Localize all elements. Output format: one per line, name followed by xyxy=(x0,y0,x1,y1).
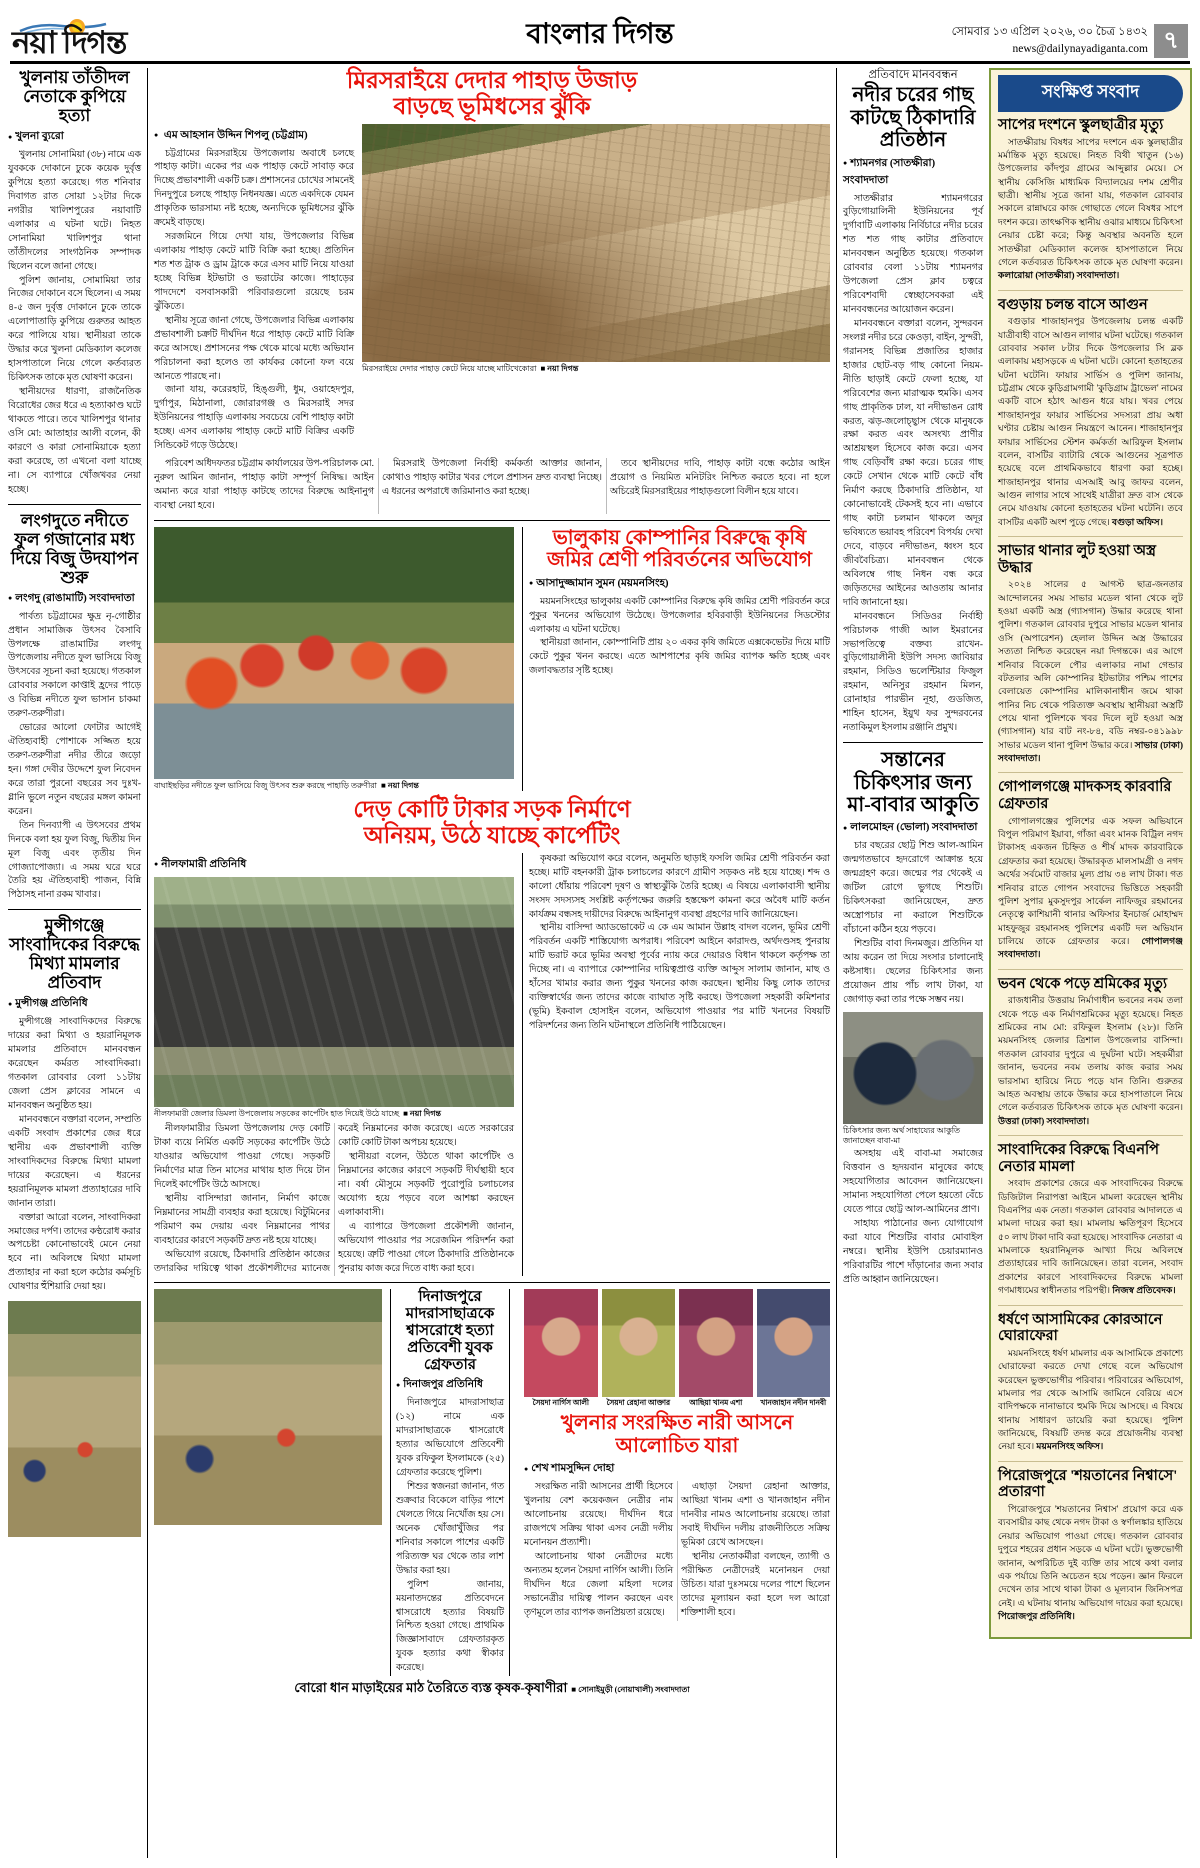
lead-text-left xyxy=(154,124,354,455)
divider xyxy=(154,1282,830,1283)
portrait-photo xyxy=(679,1289,753,1397)
article-kicker: প্রতিবাদে মানববন্ধন xyxy=(868,69,958,81)
article-paragraph: তিন দিনব্যাপী এ উৎসবের প্রথম দিনকে বলা হয় ফুল বিজু, দ্বিতীয় দিন মূল বিজু এবং তৃতীয় দিন গোজ্যাপোজ্যা। এ সময় ঘরে ঘরে তৈরি হয় ঐতিহ্যবাহী পাজন, বিন্নি পিঠাসহ নানা রকম খাবার। xyxy=(8,820,141,901)
left-column xyxy=(8,68,148,1858)
article-paragraph: অসহায় এই বাবা-মা সমাজের বিত্তবান ও হৃদয়বান মানুষের কাছে সহযোগিতার আবেদন জানিয়েছেন। সামান্য সহযোগিতা পেলে হয়তো বেঁচে যেতে পারে ছোট্ট আল-আমিনের প্রাণ। xyxy=(843,1149,983,1216)
divider xyxy=(998,290,1183,291)
article-byline: ● নীলফামারী প্রতিনিধি xyxy=(154,857,514,874)
portrait-name: খানজাহান নদীন দানবী xyxy=(760,1398,827,1408)
road-text-a xyxy=(154,1123,514,1276)
masthead-rule xyxy=(10,61,1190,64)
article-paragraph: নীলফামারীর ডিমলা উপজেলায় দেড় কোটি টাকা ব্যয়ে নির্মিত একটি সড়কের কার্পেটিং উঠে যাওয়ার অভিযোগ পাওয়া গেছে। সড়কটি নির্মাণের মাত্র তিন মাসের মাথায় হাত দিয়ে টান দিলেই কার্পেটিং উঠে আসছে। xyxy=(154,1124,330,1190)
photo-caption: মিরসরাইয়ে দেদার পাহাড় কেটে নিয়ে যাচ্ছে মাটিখেকোরা ■ নয়া দিগন্ত xyxy=(362,363,579,373)
portrait-photo xyxy=(757,1289,831,1397)
article-khulna-women xyxy=(518,1289,830,1676)
brief-news-item xyxy=(998,543,1183,765)
lead-byline: ● এম আহসান উদ্দিন শিপলু (চট্টগ্রাম) xyxy=(154,128,354,145)
brief-body: রাজধানীর উত্তরায় নির্মাণাধীন ভবনের নবম তলা থেকে পড়ে এক নির্মাণশ্রমিকের মৃত্যু হয়েছে। নিহত শ্রমিকের নাম মো: রফিকুল ইসলাম (২৮)। তিনি ময়মনসিংহ জেলার ত্রিশাল উপজেলার বাসিন্দা। গতকাল রোববার দুপুরে এ দুর্ঘটনা ঘটে। সহকর্মীরা জানান, ভবনের নবম তলায় কাজ করার সময় ভারসাম্য হারিয়ে নিচে পড়ে যান তিনি। গুরুতর আহত অবস্থায় তাকে উদ্ধার করে হাসপাতালে নিয়ে গেলে কর্তব্যরত চিকিৎসক তাকে মৃত ঘোষণা করেন। উত্তরা (ঢাকা) সংবাদদাতা। xyxy=(998,995,1183,1126)
portrait-photo xyxy=(524,1289,598,1397)
article-paragraph: কৃষকরা অভিযোগ করে বলেন, অনুমতি ছাড়াই ফসলি জমির শ্রেণী পরিবর্তন করা হচ্ছে। মাটি বহনকারী ট্রাক চলাচলের কারণে গ্রামীণ সড়কও নষ্ট হয়ে যাচ্ছে। শব্দ ও কালো ধোঁয়ায় পরিবেশ দূষণ ও স্বাস্থ্যঝুঁকি তৈরি হচ্ছে। এ বিষয়ে এলাকাবাসী স্থানীয় সংসদ সদস্যসহ সংশ্লিষ্ট কর্তৃপক্ষের জরুরি হস্তক্ষেপ কামনা করে অবৈধ মাটি কর্তন কার্যক্রম বন্ধসহ দায়ীদের বিরুদ্ধে আইনানুগ ব্যবস্থা গ্রহণের দাবি জানিয়েছেন। xyxy=(529,853,830,920)
article-headline: নদীর চরের গাছ কাটছে ঠিকাদারি প্রতিষ্ঠান xyxy=(850,84,976,152)
article-child-treatment xyxy=(843,749,983,1288)
brief-news-item xyxy=(998,1142,1183,1298)
article-paragraph: পুলিশ জানায়, সোমামিয়া তার নিজের দোকানে বসে ছিলেন। এ সময় ৪-৫ জন দুর্বৃত্ত দোকানে ঢুকে তাকে এলোপাতাড়ি কুপিয়ে গুরুতর আহত করে পালিয়ে যায়। স্থানীয়রা তাকে উদ্ধার করে খুলনা মেডিক্যাল কলেজ হাসপাতালে নিয়ে গেলে কর্তব্যরত চিকিৎসক তাকে মৃত ঘোষণা করেন। xyxy=(8,275,141,384)
photo-caption: বাঘাইছড়ির নদীতে ফুল ভাসিয়ে বিজু উৎসব শুরু করছে পাহাড়ি তরুণীরা ■ নয়া দিগন্ত xyxy=(154,780,419,790)
brief-news-item xyxy=(998,117,1183,283)
article-headline-line2: আলোচিত যারা xyxy=(615,1434,739,1457)
article-paragraph: স্থানীয়রা জানান, কোম্পানিটি প্রায় ২০ একর কৃষি জমিতে এক্সকেভেটর দিয়ে মাটি কেটে পুকুর খনন করছে। এতে আশপাশের কৃষি জমির ব্যাপক ক্ষতি হচ্ছে এবং জলাবদ্ধতার সৃষ্টি হচ্ছে। xyxy=(529,638,830,677)
brief-headline: গোপালগঞ্জে মাদকসহ কারবারি গ্রেফতার xyxy=(998,779,1172,813)
photo-boro-threshing xyxy=(154,1289,382,1525)
page-title: বাংলার দিগন্ত xyxy=(526,19,674,50)
brief-body: গোপালগঞ্জের পুলিশের এক সফল অভিযানে বিপুল পরিমাণ ইয়াবা, গাঁজা এবং মানক বিট্রিল নগদ টাকাসহ একজন চিহ্নিত ও শীর্ষ মাদক কারবারিকে গ্রেফতার করা হয়েছে। উদ্ধারকৃত মালসামগ্রী ও নগদ অর্থের সর্বমোট বাজার মূল্য প্রায় ৩৪ লাখ টাকা। গত শনিবার রাতে গোপন সংবাদের ভিত্তিতে সহকারী পুলিশ সুপার মুকসুদপুর সার্কেল নাফিজুর রহমানের নেতৃত্বে কাশিয়ানী থানার অফিসার ইনচার্জ মোহাম্মদ মাহফুজুর রহমানসহ পুলিশের একটি দল অভিযান চালিয়ে তাকে গ্রেফতার করে। গোপালগঞ্জ সংবাদদাতা। xyxy=(998,815,1183,960)
divider xyxy=(998,1135,1183,1136)
article-paragraph: আলোচনায় থাকা নেত্রীদের মধ্যে অন্যতম হলেন সৈয়দা নার্গিস আলী। তিনি দীর্ঘদিন ধরে জেলা মহিলা দলের সভানেত্রীর দায়িত্ব পালন করছেন এবং তৃণমূলে তার ব্যাপক জনপ্রিয়তা রয়েছে। xyxy=(524,1551,673,1618)
article-paragraph: পার্বত্য চট্টগ্রামের ক্ষুদ্র নৃ-গোষ্ঠীর প্রধান সামাজিক উৎসব বৈসাবি উপলক্ষে রাঙামাটির লংগদু উপজেলায় নদীতে ফুল ভাসিয়ে বিজু উৎসবের সূচনা করা হয়েছে। গতকাল রোববার সকালে কাপ্তাই হ্রদের পাড়ে ও বিভিন্ন নদীতে ফুল ভাসান চাকমা তরুণ-তরুণীরা। xyxy=(8,611,141,720)
article-paragraph: ভোরের আলো ফোটার আগেই ঐতিহ্যবাহী পোশাকে সজ্জিত হয়ে তরুণ-তরুণীরা নদীর তীরে জড়ো হন। গঙ্গা দেবীর উদ্দেশে ফুল নিবেদন করে তারা পুরনো বছরের সব দুঃখ-গ্লানি ভুলে নতুন বছরের মঙ্গল কামনা করেন। xyxy=(8,723,141,817)
photo-biju-block xyxy=(154,527,514,791)
brief-body: পিরোজপুরে 'শয়তানের নিশ্বাস' প্রয়োগ করে এক ব্যবসায়ীর কাছ থেকে নগদ টাকা ও স্বর্ণালঙ্কার হাতিয়ে নেয়ার অভিযোগ পাওয়া গেছে। গতকাল রোববার দুপুরে শহরের প্রধান সড়কে এ ঘটনা ঘটে। ভুক্তভোগী জানান, অপরিচিত দুই ব্যক্তি তার সাথে কথা বলার এক পর্যায়ে তিনি অচেতন হয়ে পড়েন। জ্ঞান ফিরলে দেখেন তার সাথে থাকা টাকা ও মূল্যবান জিনিসপত্র নেই। এ ঘটনায় থানায় অভিযোগ দায়ের করা হয়েছে। পিরোজপুর প্রতিনিধি। xyxy=(998,1504,1183,1621)
article-paragraph: এছাড়া সৈয়দা রেহানা আক্তার, আছিয়া খানম এশা ও খানজাহান নদীন দানবীর নামও আলোচনায় রয়েছে। তারা সবাই দীর্ঘদিন দলীয় রাজনীতিতে সক্রিয় ভূমিকা রেখে আসছেন। xyxy=(681,1482,830,1548)
lead-paragraph: মিরসরাই উপজেলা নির্বাহী কর্মকর্তা আক্তার জানান, কোথাও পাহাড় কাটার খবর পেলে প্রশাসন দ্রুত ব্যবস্থা নিচ্ছে। এ ধরনের অপরাধে জরিমানাও করা হচ্ছে। xyxy=(382,459,602,497)
article-paragraph: মানববন্ধনে বক্তারা বলেন, সুন্দরবন সংলগ্ন নদীর চরে কেওড়া, বাইন, সুন্দরী, গরানসহ বিভিন্ন প্রজাতির হাজার হাজার ছোট-বড় গাছ কোনো নিয়ম-নীতি ছাড়াই কেটে ফেলা হচ্ছে, যা পরিবেশের জন্য মারাত্মক হুমকি। এসব গাছ প্রাকৃতিক ঢাল, যা নদীভাঙন রোধ করত, ঝড়-জলোচ্ছ্বাস থেকে মানুষকে রক্ষা করত এবং অসংখ্য প্রাণীর আশ্রয়স্থল হিসেবে কাজ করে। এসব গাছ বেড়িবাঁধ রক্ষা করে। চরের গাছ কেটে সেখান থেকে মাটি কেটে বাঁধ নির্মাণ করছে ঠিকাদারি প্রতিষ্ঠান, যা কোনোভাবেই টেকসই হবে না। এভাবে গাছ কাটা চলমান থাকলে অদূর ভবিষ্যতে ভয়াবহ পরিবেশ বিপর্যয় দেখা দেবে, বাড়বে নদীভাঙন, ধ্বংস হবে জীববৈচিত্র্য। মানববন্ধন থেকে অবিলম্বে গাছ নিধন বন্ধ করে জড়িতদের আইনের আওতায় আনার দাবি জানানো হয়। xyxy=(843,318,983,608)
article-munshiganj-case xyxy=(8,916,141,1295)
portrait-name: সৈয়দা নার্গিস আলী xyxy=(532,1398,590,1408)
divider xyxy=(998,536,1183,537)
brief-headline: সাংবাদিকের বিরুদ্ধে বিএনপি নেতার মামলা xyxy=(998,1141,1159,1175)
article-byline: ● দিনাজপুর প্রতিনিধি xyxy=(396,1377,504,1394)
date-line: সোমবার ১৩ এপ্রিল ২০২৬, ৩০ চৈত্র ১৪৩২ xyxy=(951,25,1148,38)
road-photo-block xyxy=(154,853,514,1277)
article-byline: ● খুলনা ব্যুরো xyxy=(8,129,141,146)
article-byline: ● লালমোহন (ভোলা) সংবাদদাতা xyxy=(843,820,983,837)
article-river-trees xyxy=(843,68,983,736)
article-paragraph: দিনাজপুরে মাদরাসাছাত্র (১২) নামে এক মাদরাসাছাত্রকে শ্বাসরোধে হত্যার অভিযোগে প্রতিবেশী যুবক রফিকুল ইসলামকে (২৫) গ্রেফতার করেছে পুলিশ। xyxy=(396,1398,504,1479)
divider xyxy=(998,1461,1183,1462)
brief-headline: বগুড়ায় চলন্ত বাসে আগুন xyxy=(998,296,1148,313)
article-paragraph: স্থানীয়রা বলেন, উঠতে থাকা কার্পেটিং ও নিম্নমানের কাজের কারণে সড়কটি দীর্ঘস্থায়ী হবে না। বর্ষা মৌসুমে সড়কটি পুরোপুরি চলাচলের অযোগ্য হয়ে পড়বে বলে আশঙ্কা করছেন এলাকাবাসী। xyxy=(338,1152,514,1218)
lead-paragraph: পরিবেশ অধিদফতর চট্টগ্রাম কার্যালয়ের উপ-পরিচালক মো. নুরুল আমিন জানান, পাহাড় কাটা সম্পূর্ণ নিষিদ্ধ। আইন অমান্য করে যারা পাহাড় কাটছে তাদের বিরুদ্ধে আইনানুগ ব্যবস্থা নেয়া হবে। xyxy=(154,459,374,511)
lead-paragraph: সরজমিনে গিয়ে দেখা যায়, উপজেলার বিভিন্ন এলাকায় পাহাড় কেটে মাটি বিক্রি করা হচ্ছে। প্রতিদিন শত শত ট্রাক ও ড্রাম ট্রাকে করে এসব মাটি নিয়ে যাওয়া হচ্ছে বিভিন্ন ইটভাটা ও ভরাটের কাজে। পাহাড়ের পাদদেশে বসবাসকারী পরিবারগুলো রয়েছে চরম ঝুঁকিতে। xyxy=(154,232,354,312)
article-paragraph: বক্তারা আরো বলেন, সাংবাদিকরা সমাজের দর্পণ। তাদের কণ্ঠরোধ করার অপচেষ্টা কোনোভাবেই মেনে নেয়া হবে না। অবিলম্বে মিথ্যা মামলা প্রত্যাহার না করা হলে কঠোর কর্মসূচি ঘোষণার হুঁশিয়ারি দেয়া হয়। xyxy=(8,1212,141,1293)
lead-article xyxy=(154,68,830,514)
lead-paragraph: চট্টগ্রামের মিরসরাইয়ে উপজেলায় অবাধে চলছে পাহাড় কাটা। একের পর এক পাহাড় কেটে সাবাড় করে দিচ্ছে প্রভাবশালী একটি চক্র। প্রশাসনের চোখের সামনেই দিনদুপুরে চলছে পাহাড় নিধনযজ্ঞ। এতে একদিকে যেমন প্রাকৃতিক ভারসাম্য নষ্ট হচ্ছে, অন্যদিকে ভূমিধসের ঝুঁকি ক্রমেই বাড়ছে। xyxy=(154,148,354,229)
mid-row-three xyxy=(154,1289,830,1676)
article-paragraph: এ ব্যাপারে উপজেলা প্রকৌশলী জানান, অভিযোগ পাওয়ার পর সরেজমিন পরিদর্শন করা হয়েছে। ত্রুটি পাওয়া গেলে ঠিকাদারি প্রতিষ্ঠানকে পুনরায় কাজ করে দিতে বাধ্য করা হবে। xyxy=(338,1221,514,1274)
brief-headline: সাভার থানার লুট হওয়া অস্ত্র উদ্ধার xyxy=(998,543,1156,576)
article-khulna-killing xyxy=(8,68,141,498)
photo-damaged-road xyxy=(154,877,514,1107)
article-paragraph: অভিযোগ রয়েছে, ঠিকাদারি প্রতিষ্ঠান কাজের তদারকির দায়িত্বে থাকা প্রকৌশলীদের ম্যানেজ করেই নিম্নমানের কাজ করেছে। এতে সরকারের কোটি কোটি টাকা অপচয় হয়েছে। xyxy=(154,1124,514,1274)
article-byline: ● আসাদুজ্জামান সুমন (ময়মনসিংহ) xyxy=(529,576,830,593)
brief-headline: সাপের দংশনে স্কুলছাত্রীর মৃত্যু xyxy=(998,117,1164,133)
brief-headline: ধর্ষণে আসামিকের কোরআনে ঘোরাফেরা xyxy=(998,1311,1163,1345)
article-paragraph: মানববন্ধনে বক্তারা বলেন, সম্প্রতি একটি সংবাদ প্রকাশের জের ধরে স্থানীয় এক প্রভাবশালী ব্যক্তি সাংবাদিকদের বিরুদ্ধে মিথ্যা মামলা দায়ের করেছেন। এ ধরনের হয়রানিমূলক মামলা প্রত্যাহারের দাবি জানান তারা। xyxy=(8,1115,141,1209)
brief-news-item xyxy=(998,297,1183,529)
portrait-name: আছিয়া খানম এশা xyxy=(689,1398,743,1408)
divider xyxy=(154,520,830,521)
publication-logo xyxy=(12,27,126,58)
lead-paragraph: তবে স্থানীয়দের দাবি, পাহাড় কাটা বন্ধে কঠোর আইন প্রয়োগ ও নিয়মিত মনিটরিং নিশ্চিত করতে হবে। না হলে অচিরেই মিরসরাইয়ের পাহাড়গুলো বিলীন হয়ে যাবে। xyxy=(610,459,830,497)
divider xyxy=(998,1305,1183,1306)
article-byline: ● লংগদু (রাঙামাটি) সংবাদদাতা xyxy=(8,591,141,608)
article-byline: ● মুন্সীগঞ্জ প্রতিনিধি xyxy=(8,996,141,1013)
divider xyxy=(998,772,1183,773)
photo-caption: চিকিৎসার জন্য অর্থ সাহায্যের আকুতি জানাচ্ছেন বাবা-মা xyxy=(843,1125,961,1145)
divider xyxy=(998,969,1183,970)
article-dinajpur xyxy=(390,1289,510,1676)
article-headline: খুলনায় তাঁতীদল নেতাকে কুপিয়ে হত্যা xyxy=(19,68,130,126)
brief-news-item xyxy=(998,976,1183,1128)
brief-news-item xyxy=(998,1468,1183,1624)
brief-news-section xyxy=(989,68,1192,1639)
brief-headline: পিরোজপুরে 'শয়তানের নিশ্বাসে' প্রতারণা xyxy=(998,1467,1178,1501)
portrait-name: সৈয়দা রেহানা আক্তার xyxy=(606,1398,671,1408)
email-line: news@dailynayadiganta.com xyxy=(1012,42,1148,55)
brief-body: সাতক্ষীরায় বিষধর সাপের দংশনে এক স্কুলছাত্রীর মর্মান্তিক মৃত্যু হয়েছে। নিহত বিথী খাতুন (১৬) উপজেলার কাঁদপুর গ্রামের আব্দুল্লার মেয়ে। সে স্থানীয় কেসিজি মাধ্যমিক বিদ্যালয়ের দশম শ্রেণীর ছাত্রী। স্থানীয় সূত্রে জানা যায়, গতকাল রোববার সকালে রান্নাঘরে কাজ গোছাতে গেলে বিষধর সাপে দংশন করে। তাৎক্ষণিক স্থানীয় ওঝার মাধ্যমে চিকিৎসা নেয়ার চেষ্টা করে; কিন্তু অবস্থার অবনতি হলে সাতক্ষীরা মেডিক্যাল কলেজ হাসপাতালে নিয়ে গেলে কর্তব্যরত চিকিৎসক তাকে মৃত ঘোষণা করেন। কলারোয়া (সাতক্ষীরা) সংবাদদাতা। xyxy=(998,136,1183,281)
article-paragraph: চার বছরের ছোট্ট শিশু আল-আমিন জন্মগতভাবে হৃদরোগে আক্রান্ত হয়ে জন্মগ্রহণ করে। জন্মের পর থেকেই এ জটিল রোগে ভুগছে শিশুটি। চিকিৎসকরা জানিয়েছেন, দ্রুত অস্ত্রোপচার না করালে শিশুটিকে বাঁচানো কঠিন হয়ে পড়বে। xyxy=(843,841,983,935)
article-headline-line1: খুলনার সংরক্ষিত নারী আসনে xyxy=(560,1412,794,1435)
bottom-photo-block xyxy=(154,1289,382,1676)
brief-body: ২০২৪ সালের ৫ আগস্ট ছাত্র-জনতার আন্দোলনের সময় সাভার মডেল থানা থেকে লুট হওয়া একটি অস্ত্র (গ্যাসগান) উদ্ধার করেছে থানা পুলিশ। গতকাল রোববার দুপুরে সাভার মডেল থানার ওসি (অপারেশন) হেলাল উদ্দিন অস্ত্র উদ্ধারের সত্যতা নিশ্চিত করেছেন নয়া দিগন্তকে। এর আগে শনিবার বিকেলে পৌর এলাকার নামা গেন্ডার বটতলার অলি কোম্পানির ইটভাটার পশ্চিম পাশের বেলায়েত কোম্পানির মালিকানাধীন জমে থাকা পানির নিচ থেকে পরিত্যক্ত অবস্থায় স্থানীয়রা অস্ত্রটি পেয়ে থানা পুলিশকে খবর দিলে লুট হওয়া অস্ত্র (গ্যাসগান) যার বাট নং-৮৪, বডি নম্বর-০৪১৯৯৮ সাভার মডেল থানা পুলিশ উদ্ধার করে। সাভার (ঢাকা) সংবাদদাতা। xyxy=(998,579,1183,764)
portrait-gallery xyxy=(524,1289,830,1397)
photo-caption: নীলফামারী জেলার ডিমলা উপজেলায় সড়কের কার্পেটিং হাত দিয়েই উঠে যাচ্ছে ■ নয়া দিগন্ত xyxy=(154,1108,441,1118)
divider xyxy=(8,504,141,505)
article-subheadline: প্রতিবেশী যুবক গ্রেফতার xyxy=(407,1339,493,1373)
page-number: ৭ xyxy=(1154,24,1188,58)
article-paragraph: মানববন্ধনে সিডিওর নির্বাহী পরিচালক গাজী আল ইমরানের সভাপতিত্বে বক্তব্য রাখেন- বুড়িগোয়ালীনী ইউপি সদস্য জাবিয়ার রহমান, সিডিও ভলেন্টিয়ার ফিজুল রহমান, অনিসুর রহমান মিলন, রোনাহার পারভীন নূহা, গুডজিত, শাহিন হাসেন, ইয়ুথ ফর সুন্দরবনের নতাকিমুল ইসলাম রঞ্জানি প্রমুখ। xyxy=(843,611,983,734)
article-headline-line2: অনিয়ম, উঠে যাচ্ছে কার্পেটিং xyxy=(363,823,621,849)
right-column xyxy=(836,68,1192,1858)
article-paragraph: শিশুটির বাবা দিনমজুর। প্রতিদিন যা আয় করেন তা দিয়ে সংসার চালানোই কষ্টসাধ্য। ছেলের চিকিৎসার জন্য প্রয়োজন প্রায় পাঁচ লাখ টাকা, যা জোগাড় করা তার পক্ষে সম্ভব নয়। xyxy=(843,938,983,1005)
photo-parents-appeal xyxy=(843,1012,983,1124)
lead-continued-text xyxy=(154,458,830,514)
article-headline: মুন্সীগঞ্জে সাংবাদিকের বিরুদ্ধে মিথ্যা মামলার প্রতিবাদ xyxy=(9,916,140,993)
brief-news-item xyxy=(998,1312,1183,1454)
article-paragraph: স্থানীয় বাসিন্দা অ্যাডভোকেট এ কে এম আমান উল্লাহ বাদল বলেন, ভূমির শ্রেণী পরিবর্তন একটি শাস্তিযোগ্য অপরাধ। পরিবেশ আইনে কারাদণ্ড, অর্থদণ্ডসহ পুনরায় মাটি ভরাট করে ভূমির অবস্থা পূর্বের ন্যায় করে দেয়ারও বিধান থাকলে কর্তৃপক্ষ তা দিচ্ছে না। এ ব্যাপারে কোম্পানির দায়িত্বপ্রাপ্ত ব্যক্তি আব্দুস সালাম জানান, মাছ ও হাঁসের খামার করার জন্য পুকুর খননের কাজ করছেন। স্থানীয় কিছু লোক তাদের ব্যক্তিস্বার্থের জন্য তাদের কাজে ব্যাঘাত সৃষ্টি করছে। উপজেলা সহকারী কমিশনার (ভূমি) ইকবাল হোসাইন বলেন, অভিযোগ পাওয়ার পর মাটি খননের বিষয়টি পরিদর্শনের জন্য তিনি ঘটনাস্থলে প্রতিনিধি পাঠিয়েছেন। xyxy=(529,923,830,1032)
brief-news-item xyxy=(998,779,1183,961)
photo-biju-festival xyxy=(154,527,514,779)
article-headline: দিনাজপুরে মাদরাসাছাত্রকে শ্বাসরোধে হত্যা xyxy=(405,1289,495,1340)
article-paragraph: শিশুর স্বজনরা জানান, গত শুক্রবার বিকেলে বাড়ির পাশে খেলতে গিয়ে নিখোঁজ হয় সে। অনেক খোঁজাখুঁজির পর শনিবার সকালে পাশের একটি পরিত্যক্ত ঘর থেকে তার লাশ উদ্ধার করা হয়। xyxy=(396,1482,504,1576)
article-paragraph: সাতক্ষীরার শ্যামনগরের বুড়িগোয়ালিনী ইউনিয়নের পূর্ব দুর্গাবাটি এলাকায় নির্বিচারে নদীর চরের শত শত গাছ কাটার প্রতিবাদে মানববন্ধন অনুষ্ঠিত হয়েছে। গতকাল রোববার বেলা ১১টায় শ্যামনগর উপজেলা প্রেস ক্লাব চত্বরে পরিবেশবাদী স্বেচ্ছাসেবকরা এই মানববন্ধনের আয়োজন করেন। xyxy=(843,193,983,316)
lead-headline-line2: বাড়ছে ভূমিধসের ঝুঁকি xyxy=(393,93,591,119)
logo-text: নয়া দিগন্ত xyxy=(12,25,127,60)
middle-column xyxy=(148,68,836,1858)
masthead xyxy=(8,6,1192,58)
article-byline: ● শেখ শামসুদ্দিন দোহা xyxy=(524,1461,830,1478)
photo-farm-field xyxy=(8,1301,141,1537)
article-paragraph: মুন্সীগঞ্জে সাংবাদিকদের বিরুদ্ধে দায়ের করা মিথ্যা ও হয়রানিমূলক মামলার প্রতিবাদে মানববন্ধন করেছেন কর্মরত সাংবাদিকরা। গতকাল রোববার বেলা ১১টায় জেলা প্রেস ক্লাবের সামনে এ মানববন্ধন অনুষ্ঠিত হয়। xyxy=(8,1017,141,1112)
article-paragraph: ময়মনসিংহের ভালুকায় একটি কোম্পানির বিরুদ্ধে কৃষি জমির শ্রেণী পরিবর্তন করে পুকুর খননের অভিযোগ উঠেছে। উপজেলার হবিরবাড়ী ইউনিয়নের সিডস্টোর এলাকায় এ ঘটনা ঘটেছে। xyxy=(529,596,830,635)
brief-news-banner: সংক্ষিপ্ত সংবাদ xyxy=(998,75,1183,112)
article-paragraph: পুলিশ জানায়, ময়নাতদন্তের প্রতিবেদনে শ্বাসরোধে হত্যার বিষয়টি নিশ্চিত হওয়া গেছে। প্রাথমিক জিজ্ঞাসাবাদে গ্রেফতারকৃত যুবক হত্যার কথা স্বীকার করেছে। xyxy=(396,1579,504,1674)
right-news-column xyxy=(843,68,983,1639)
brief-news-box xyxy=(989,68,1192,1639)
article-paragraph: স্থানীয় বাসিন্দারা জানান, নির্মাণ কাজে নিম্নমানের সামগ্রী ব্যবহার করা হয়েছে। বিটুমিনের পরিমাণ কম দেয়ায় এবং নিম্নমানের পাথর ব্যবহারের কারণে সড়কটি দ্রুত নষ্ট হয়ে যাচ্ছে। xyxy=(154,1193,330,1246)
lead-paragraph: স্থানীয় সূত্রে জানা গেছে, উপজেলার বিভিন্ন এলাকায় প্রভাবশালী চক্রটি দীর্ঘদিন ধরে পাহাড় কেটে মাটি বিক্রি করে আসছে। প্রশাসনের পক্ষ থেকে মাঝে মধ্যে অভিযান পরিচালনা করা হলেও তা কার্যকর কোনো ফল বয়ে আনতে পারছে না। xyxy=(154,315,354,382)
article-paragraph: সংরক্ষিত নারী আসনের প্রার্থী হিসেবে খুলনায় বেশ কয়েকজন নেত্রীর নাম আলোচনায় রয়েছে। দীর্ঘদিন ধরে রাজপথে সক্রিয় থাকা এসব নেত্রী দলীয় মনোনয়ন প্রত্যাশী। xyxy=(524,1482,673,1548)
article-paragraph: সাহায্য পাঠানোর জন্য যোগাযোগ করা যাবে শিশুটির বাবার মোবাইল নম্বরে। স্থানীয় ইউপি চেয়ারম্যানও পরিবারটির পাশে দাঁড়ানোর জন্য সবার প্রতি আহ্বান জানিয়েছেন। xyxy=(843,1219,983,1285)
bhaluka-continued xyxy=(522,853,830,1277)
lead-paragraph: জানা যায়, করেরহাট, হিঙ্গুলী, ধুম, ওয়াহেদপুর, দুর্গাপুর, মিঠানালা, জোরারগঞ্জ ও মিরসরাই সদর ইউনিয়নের পাহাড়ি এলাকায় সবচেয়ে বেশি পাহাড় কাটা হচ্ছে। এসব এলাকায় পাহাড় কেটে মাটি বিক্রির একটি সিন্ডিকেট গড়ে উঠেছে। xyxy=(154,385,354,452)
article-paragraph: খুলনায় সোনামিয়া (৩৮) নামে এক যুবককে দোকানে ঢুকে কয়েক দুর্বৃত্ত কুপিয়ে হত্যা করেছে। গত শনিবার দিবাগত রাত সোয়া ১২টার দিকে নগরীর খালিশপুরের নয়াবাটি এলাকার এ ঘটনা ঘটে। নিহত সোনামিয়া খালিশপুর থানা তাঁতীদলের সাংগঠনিক সম্পাদক ছিলেন বলে জানা গেছে। xyxy=(8,150,141,272)
article-bhaluka xyxy=(522,527,830,791)
bottom-photo-caption: বোরো ধান মাড়াইয়ের মাঠ তৈরিতে ব্যস্ত কৃষক-কৃষাণীরা ■ সোনাইমুড়ী (নোয়াখালী) সংবাদদাতা xyxy=(294,1680,690,1696)
brief-headline: ভবন থেকে পড়ে শ্রমিকের মৃত্যু xyxy=(998,975,1168,992)
article-byline: ● শ্যামনগর (সাতক্ষীরা) সংবাদদাতা xyxy=(843,156,983,190)
portrait-names xyxy=(524,1397,830,1408)
article-headline: ভালুকায় কোম্পানির বিরুদ্ধে কৃষি জমির শ্রেণী পরিবর্তনের অভিযোগ xyxy=(546,526,812,572)
brief-body: ময়মনসিংহে ধর্ষণ মামলার এক আসামিকে প্রকাশ্যে ঘোরাফেরা করতে দেখা গেছে বলে অভিযোগ করেছেন ভুক্তভোগীর পরিবার। পরিবারের অভিযোগ, মামলার পর থেকে আসামি জামিনে বেরিয়ে এসে বাদিপক্ষকে নানাভাবে হুমকি দিয়ে আসছে। এ বিষয়ে থানায় সাধারণ ডায়েরি করা হয়েছে। পুলিশ জানিয়েছে, বিষয়টি তদন্ত করে প্রয়োজনীয় ব্যবস্থা নেয়া হবে। ময়মনসিংহ অফিস। xyxy=(998,1347,1183,1452)
article-road-construction xyxy=(154,797,830,1276)
photo-hill-cutting xyxy=(362,124,830,362)
article-langadu-biju xyxy=(8,511,141,904)
article-paragraph: স্থানীয় নেতাকর্মীরা বলছেন, ত্যাগী ও পরীক্ষিত নেত্রীদেরই মনোনয়ন দেয়া উচিত। যারা দুঃসময়ে দলের পাশে ছিলেন তাদের মূল্যায়ন করা হলে দল আরো শক্তিশালী হবে। xyxy=(681,1551,830,1618)
divider xyxy=(843,742,983,743)
lead-photo-block xyxy=(362,124,830,455)
khulna-women-text xyxy=(524,1481,830,1620)
brief-body: সংবাদ প্রকাশের জেরে এক সাংবাদিকের বিরুদ্ধে ডিজিটাল নিরাপত্তা আইনে মামলা করেছেন স্থানীয় বিএনপির এক নেতা। গতকাল রোববার আদালতে এ মামলা দায়ের করা হয়। মামলায় ক্ষতিপূরণ হিসেবে ৫০ লাখ টাকা দাবি করা হয়েছে। সাংবাদিক নেতারা এ মামলাকে হয়রানিমূলক আখ্যা দিয়ে অবিলম্বে প্রত্যাহারের দাবি জানিয়েছেন। তারা বলেন, সংবাদ প্রকাশের কারণে সাংবাদিকদের বিরুদ্ধে মামলা গণমাধ্যমের স্বাধীনতার পরিপন্থী। নিজস্ব প্রতিবেদক। xyxy=(998,1178,1183,1296)
mid-row-two xyxy=(154,527,830,791)
lead-headline-line1: মিরসরাইয়ে দেদার পাহাড় উজাড় xyxy=(346,68,638,93)
article-headline: লংগদুতে নদীতে ফুল গজানোর মধ্য দিয়ে বিজু উদযাপন শুরু xyxy=(10,510,139,587)
article-headline: সন্তানের চিকিৎসার জন্য মা-বাবার আকুতি xyxy=(847,749,979,816)
content-grid xyxy=(8,68,1192,1858)
portrait-photo xyxy=(602,1289,676,1397)
divider xyxy=(8,909,141,910)
article-headline-line1: দেড় কোটি টাকার সড়ক নির্মাণে xyxy=(353,797,631,823)
brief-body: বগুড়ার শাজাহানপুর উপজেলায় চলন্ত একটি যাত্রীবাহী বাসে আগুন লাগার ঘটনা ঘটেছে। গতকাল রোববার সকাল ৮টার দিকে উপজেলার সি ব্লক এলাকায় মহাসড়কে এ ঘটনা ঘটে। কোনো হতাহতের ঘটনা ঘটেনি। ফায়ার সার্ভিস ও পুলিশ জানায়, চট্টগ্রাম থেকে কুড়িগ্রামগামী 'কুড়িগ্রাম ট্রাভেল' নামের একটি বাসে হঠাৎ আগুন ধরে যায়। খবর পেয়ে শাজাহানপুর ফায়ার সার্ভিসের সদস্যরা প্রায় অধা ঘণ্টার চেষ্টায় আগুন নিয়ন্ত্রণে আনেন। শাজাহানপুর ফায়ার সার্ভিসের স্টেশন কর্মকর্তা আরিফুল ইসলাম বলেন, বাসটির ব্যাটারি থেকে আগুনের সূত্রপাত হয়েছে বলে প্রাথমিকভাবে ধারণা করা হচ্ছে। শাজাহানপুর থানার এসআই আবু জাফর বলেন, আগুন লাগার সাথে সাথেই যাত্রীরা দ্রুত বাস থেকে নেমে যাওয়ায় কোনো হতাহতের ঘটনা ঘটেনি। তবে বাসটির একটি অংশ পুড়ে গেছে। বগুড়া অফিস। xyxy=(998,316,1183,527)
article-paragraph: স্থানীয়দের ধারণা, রাজনৈতিক বিরোধের জের ধরে এ হত্যাকাণ্ড ঘটে থাকতে পারে। তবে খালিশপুর থানার ওসি মো: আতাহার আলী বলেন, কী কারণে ও কারা সোনামিয়াকে হত্যা করা করেছে, তা এখনো বলা যাচ্ছে না। সে ব্যাপারে খোঁজখবর নেয়া হচ্ছে। xyxy=(8,387,141,495)
